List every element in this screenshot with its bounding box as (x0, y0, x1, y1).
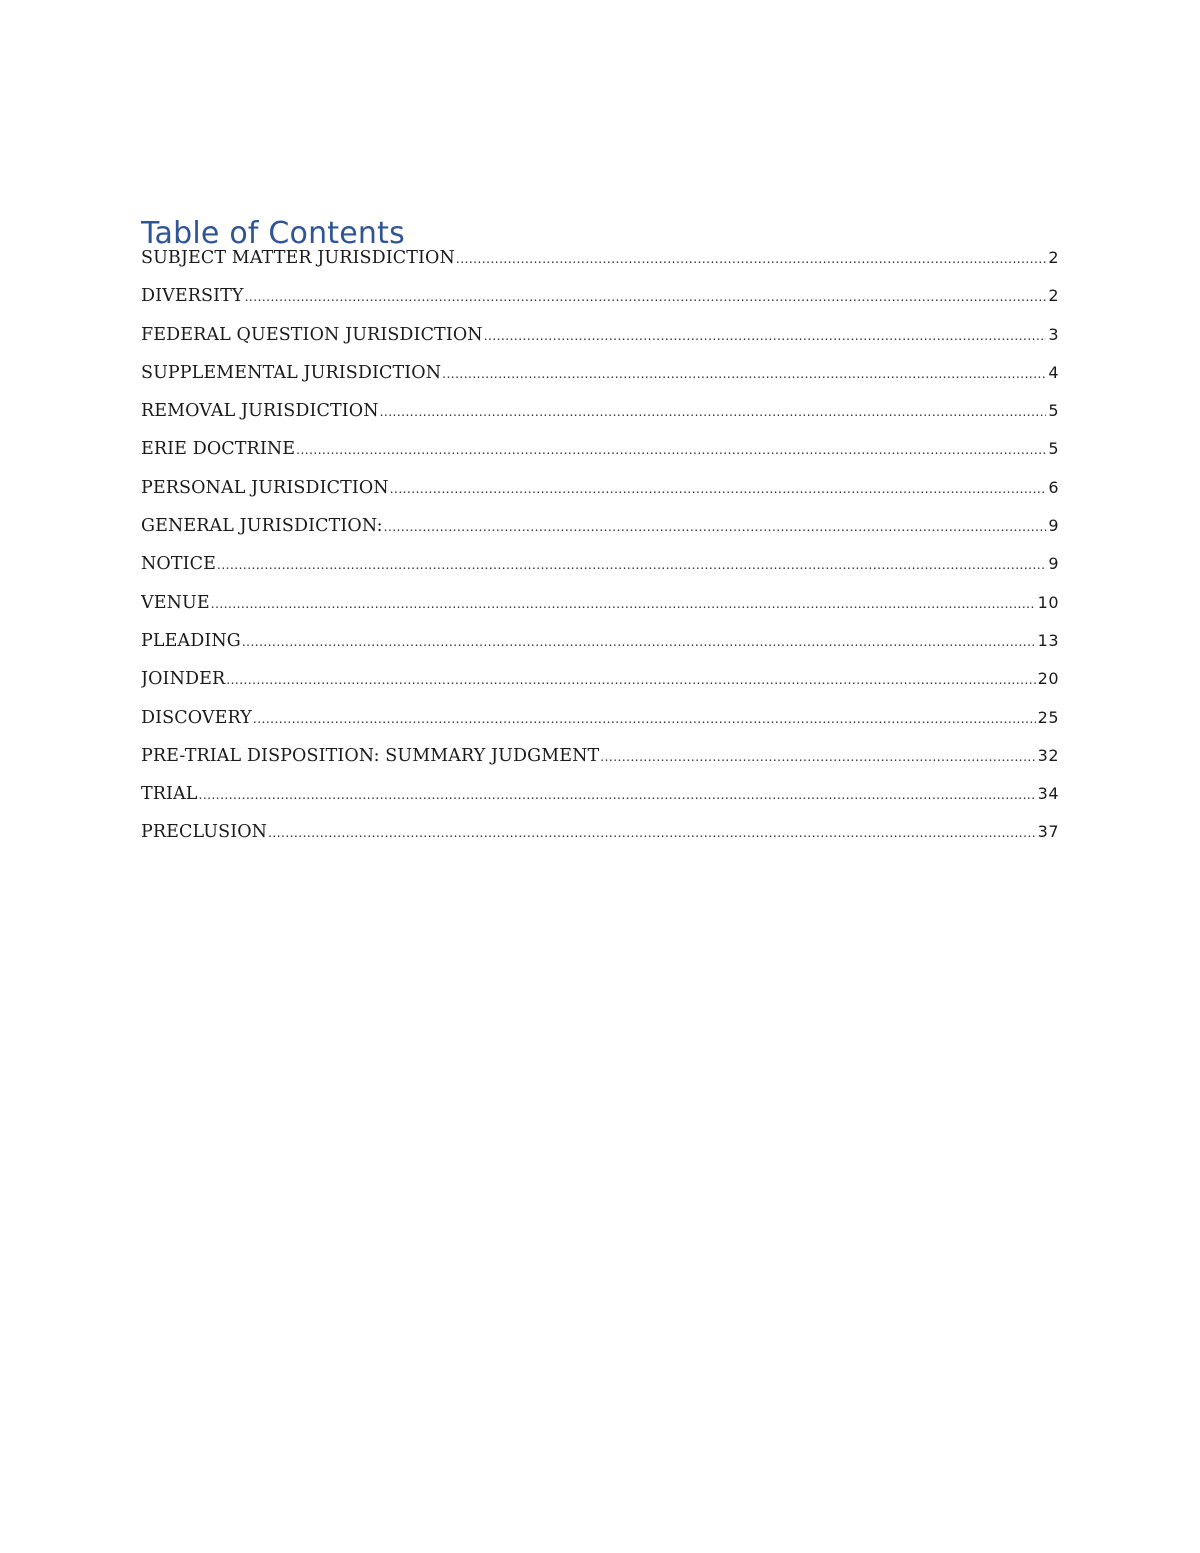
toc-dot-leader (245, 290, 1047, 304)
toc-entry-label: GENERAL JURISDICTION: (141, 516, 383, 537)
toc-dot-leader (268, 826, 1036, 840)
toc-entry-label: PERSONAL JURISDICTION (141, 477, 389, 498)
toc-dot-leader (600, 750, 1035, 764)
toc-entry[interactable] (141, 439, 1059, 477)
toc-entry-page: 4 (1048, 362, 1059, 382)
toc-entry-page: 5 (1048, 401, 1059, 421)
toc-entry-label: SUPPLEMENTAL JURISDICTION (141, 362, 442, 383)
toc-dot-leader (217, 558, 1046, 572)
table-of-contents (141, 214, 1059, 861)
toc-entry-page: 37 (1037, 822, 1059, 842)
toc-entry[interactable] (141, 286, 1059, 324)
toc-entry[interactable] (141, 516, 1059, 554)
toc-entry[interactable] (141, 554, 1059, 592)
toc-entry[interactable] (141, 708, 1059, 746)
toc-entry-label: ERIE DOCTRINE (141, 439, 296, 460)
toc-entry-label: JOINDER (141, 669, 226, 690)
toc-dot-leader (442, 367, 1046, 381)
toc-entry[interactable] (141, 822, 1059, 860)
toc-dot-leader (296, 443, 1046, 457)
toc-entry-page: 34 (1037, 784, 1059, 804)
toc-dot-leader (484, 329, 1047, 343)
toc-entry-label: FEDERAL QUESTION JURISDICTION (141, 324, 483, 345)
toc-list (141, 248, 1059, 861)
toc-entry-page: 13 (1037, 630, 1059, 650)
toc-dot-leader (226, 673, 1035, 687)
toc-title: Table of Contents (141, 216, 405, 251)
toc-entry[interactable] (141, 401, 1059, 439)
toc-entry[interactable] (141, 669, 1059, 707)
toc-entry-page: 32 (1037, 745, 1059, 765)
toc-entry[interactable] (141, 248, 1059, 286)
toc-entry-label: PRECLUSION (141, 822, 268, 843)
toc-entry-label: VENUE (141, 592, 210, 613)
toc-entry[interactable] (141, 784, 1059, 822)
toc-entry-page: 6 (1048, 477, 1059, 497)
toc-dot-leader (199, 788, 1036, 802)
toc-entry[interactable] (141, 631, 1059, 669)
toc-dot-leader (384, 520, 1047, 534)
toc-dot-leader (380, 405, 1047, 419)
toc-entry[interactable] (141, 325, 1059, 363)
toc-entry-page: 25 (1037, 707, 1059, 727)
toc-dot-leader (253, 712, 1036, 726)
toc-entry[interactable] (141, 478, 1059, 516)
toc-entry-label: DISCOVERY (141, 707, 252, 728)
toc-entry-page: 3 (1048, 324, 1059, 344)
toc-dot-leader (390, 482, 1047, 496)
toc-entry-label: NOTICE (141, 554, 217, 575)
toc-entry-page: 5 (1048, 439, 1059, 459)
toc-entry-label: REMOVAL JURISDICTION (141, 401, 379, 422)
toc-entry[interactable] (141, 593, 1059, 631)
toc-entry-label: PRE-TRIAL DISPOSITION: SUMMARY JUDGMENT (141, 745, 600, 766)
toc-entry-label: PLEADING (141, 630, 241, 651)
toc-entry-page: 20 (1037, 669, 1059, 689)
toc-dot-leader (456, 252, 1046, 266)
toc-entry[interactable] (141, 746, 1059, 784)
toc-dot-leader (211, 597, 1036, 611)
toc-entry-label: TRIAL (141, 784, 198, 805)
toc-entry-page: 9 (1048, 554, 1059, 574)
toc-entry-page: 2 (1048, 286, 1059, 306)
toc-entry[interactable] (141, 363, 1059, 401)
toc-dot-leader (242, 635, 1036, 649)
toc-entry-page: 2 (1048, 248, 1059, 267)
toc-entry-label: SUBJECT MATTER JURISDICTION (141, 248, 455, 268)
toc-entry-page: 10 (1037, 592, 1059, 612)
toc-entry-page: 9 (1048, 516, 1059, 536)
toc-entry-label: DIVERSITY (141, 286, 244, 307)
